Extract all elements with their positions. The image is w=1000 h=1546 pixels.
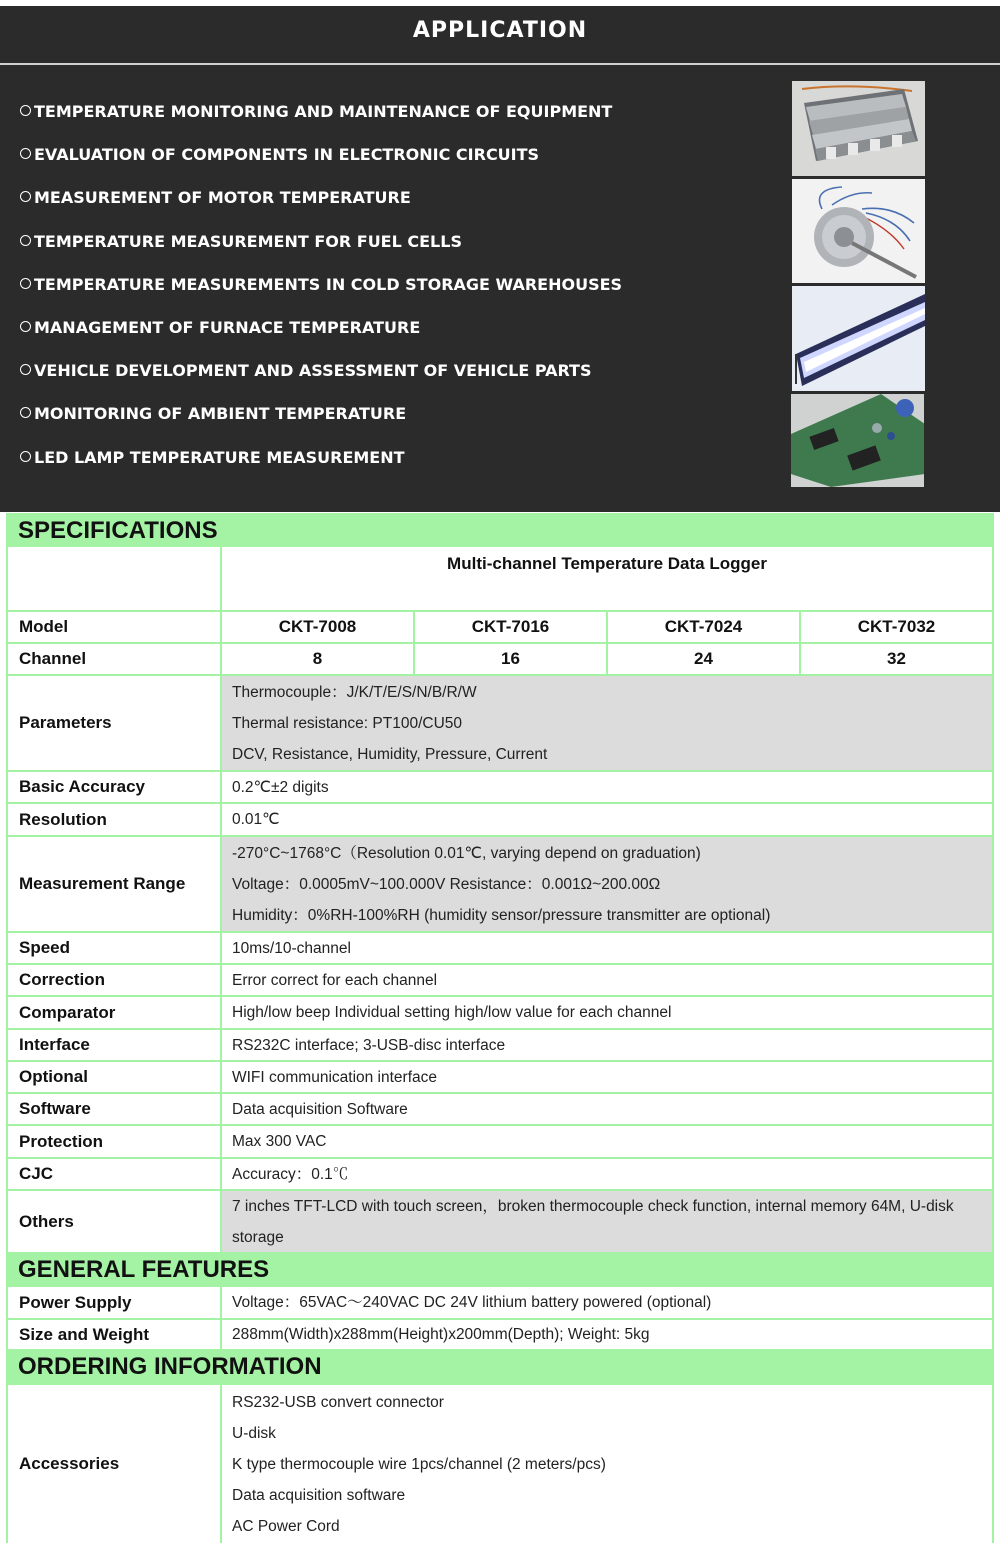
section-heading: GENERAL FEATURES (6, 1252, 994, 1285)
spec-value-line: Max 300 VAC (232, 1133, 327, 1150)
application-item-text: VEHICLE DEVELOPMENT AND ASSESSMENT OF VEHICLE PARTS (34, 361, 592, 381)
blank-label-cell (8, 547, 220, 610)
application-item (20, 314, 760, 357)
circle-bullet-icon (20, 364, 31, 375)
spec-value-line: Voltage：65VAC～240VAC DC 24V lithium battery powered (optional) (232, 1294, 712, 1311)
spec-value-line: Data acquisition software (232, 1486, 406, 1504)
spec-value-line: K type thermocouple wire 1pcs/channel (2 meters/pcs) (232, 1455, 606, 1473)
application-title: APPLICATION (412, 18, 588, 43)
model-cell: CKT-7008 (222, 612, 413, 642)
spec-label: Speed (8, 933, 220, 963)
spec-label: Others (8, 1191, 220, 1252)
spec-value (222, 1385, 992, 1543)
circle-bullet-icon (20, 451, 31, 462)
section-heading: ORDERING INFORMATION (6, 1349, 994, 1383)
application-item-text: LED LAMP TEMPERATURE MEASUREMENT (34, 447, 405, 467)
model-label: Model (8, 612, 220, 642)
application-section (0, 0, 1000, 512)
model-cell: CKT-7024 (608, 612, 799, 642)
spec-value (222, 933, 992, 963)
spec-row (6, 1060, 994, 1092)
title-divider (0, 63, 1000, 65)
spec-value (222, 1126, 992, 1157)
spec-value-line: Data acquisition Software (232, 1100, 408, 1118)
circle-bullet-icon (20, 278, 31, 289)
application-item (20, 400, 760, 443)
application-item-text: MONITORING OF AMBIENT TEMPERATURE (34, 404, 407, 424)
application-item (20, 141, 760, 184)
spec-value (222, 1159, 992, 1189)
spec-value-line: Voltage：0.0005mV~100.000V Resistance：0.001Ω~200.00Ω (232, 875, 661, 893)
spec-row (6, 1124, 994, 1157)
spec-value (222, 1030, 992, 1060)
spec-value-line: High/low beep Individual setting high/low value for each channel (232, 1004, 672, 1021)
circuit-board-photo (791, 394, 924, 487)
spec-value (222, 1191, 992, 1252)
spec-label: Basic Accuracy (8, 772, 220, 802)
model-row (6, 610, 994, 642)
spec-value-line: 0.01℃ (232, 811, 280, 828)
spec-row (6, 1383, 994, 1543)
application-item (20, 98, 760, 141)
application-item-text: TEMPERATURE MONITORING AND MAINTENANCE OF EQUIPMENT (34, 102, 613, 121)
spec-value-line: AC Power Cord (232, 1517, 340, 1535)
model-cell: CKT-7016 (415, 612, 606, 642)
spec-label: Power Supply (8, 1287, 220, 1318)
spec-value-line: Humidity：0%RH-100%RH (humidity sensor/pressure transmitter are optional) (232, 906, 771, 924)
circle-bullet-icon (20, 407, 31, 418)
spec-label: Accessories (8, 1385, 220, 1543)
application-item-text: MANAGEMENT OF FURNACE TEMPERATURE (34, 317, 421, 337)
spec-value-line: storage (232, 1228, 284, 1246)
spec-row (6, 931, 994, 963)
spec-label: Comparator (8, 997, 220, 1028)
spec-value (222, 1094, 992, 1124)
spec-value (222, 1287, 992, 1318)
application-item-text: MEASUREMENT OF MOTOR TEMPERATURE (34, 188, 411, 208)
channel-cell: 8 (222, 644, 413, 674)
spec-value-line: RS232-USB convert connector (232, 1393, 444, 1411)
channel-row (6, 642, 994, 674)
spec-row (6, 1092, 994, 1124)
application-item (20, 184, 760, 227)
circle-bullet-icon (20, 235, 31, 246)
electric-motor-photo (792, 179, 925, 283)
spec-value-line: WIFI communication interface (232, 1068, 438, 1086)
spec-label: Size and Weight (8, 1320, 220, 1349)
spec-value-line: Thermal resistance: PT100/CU50 (232, 714, 463, 732)
spec-label: CJC (8, 1159, 220, 1189)
spec-value (222, 997, 992, 1028)
spec-value (222, 1062, 992, 1092)
spec-label: Software (8, 1094, 220, 1124)
application-item (20, 271, 760, 314)
spec-row (6, 1189, 994, 1252)
application-item-text: TEMPERATURE MEASUREMENTS IN COLD STORAGE WAREHOUSES (34, 274, 623, 294)
channel-cell: 32 (801, 644, 992, 674)
application-item (20, 444, 760, 487)
spec-label: Interface (8, 1030, 220, 1060)
circle-bullet-icon (20, 148, 31, 159)
spec-label: Protection (8, 1126, 220, 1157)
specifications-table (6, 513, 994, 1543)
circle-bullet-icon (20, 191, 31, 202)
spec-label: Optional (8, 1062, 220, 1092)
application-item-text: EVALUATION OF COMPONENTS IN ELECTRONIC CIRCUITS (34, 145, 540, 165)
application-list (20, 98, 760, 487)
circle-bullet-icon (20, 105, 31, 116)
spec-row (6, 802, 994, 835)
channel-label: Channel (8, 644, 220, 674)
product-title: Multi-channel Temperature Data Logger (222, 547, 992, 610)
spec-value (222, 837, 992, 931)
spec-row (6, 835, 994, 931)
spec-row (6, 1318, 994, 1349)
spec-value-line: Error correct for each channel (232, 971, 438, 989)
spec-row (6, 1157, 994, 1189)
spec-value (222, 772, 992, 802)
spec-value-line: 10ms/10-channel (232, 939, 351, 957)
spec-value-line: RS232C interface; 3-USB-disc interface (232, 1036, 506, 1054)
top-border (0, 0, 1000, 6)
spec-row (6, 1028, 994, 1060)
spec-value-line: Thermocouple：J/K/T/E/S/N/B/R/W (232, 683, 477, 701)
channel-cell: 24 (608, 644, 799, 674)
spec-value-line: 288mm(Width)x288mm(Height)x200mm(Depth); Weight: 5kg (232, 1326, 650, 1343)
spec-row (6, 995, 994, 1028)
spec-value (222, 804, 992, 835)
application-item-text: TEMPERATURE MEASUREMENT FOR FUEL CELLS (34, 231, 462, 251)
spec-value-line: Accuracy：0.1℃ (232, 1165, 349, 1183)
channel-cell: 16 (415, 644, 606, 674)
spec-label: Resolution (8, 804, 220, 835)
spec-label: Correction (8, 965, 220, 995)
spec-row (6, 674, 994, 770)
model-cell: CKT-7032 (801, 612, 992, 642)
spec-value (222, 1320, 992, 1349)
spec-label: Measurement Range (8, 837, 220, 931)
spec-row (6, 1285, 994, 1318)
spec-value-line: 7 inches TFT-LCD with touch screen，broken thermocouple check function, internal memory 64M, U-disk (232, 1197, 954, 1215)
circle-bullet-icon (20, 321, 31, 332)
spec-value (222, 676, 992, 770)
spec-value-line: -270°C~1768°C（Resolution 0.01℃, varying depend on graduation) (232, 844, 701, 862)
led-lamp-photo (792, 286, 925, 391)
specifications-heading: SPECIFICATIONS (6, 513, 994, 547)
product-title-row (6, 547, 994, 610)
application-item (20, 357, 760, 400)
heatsink-module-photo (792, 81, 925, 176)
spec-value-line: DCV, Resistance, Humidity, Pressure, Current (232, 745, 548, 763)
application-item (20, 228, 760, 271)
spec-label: Parameters (8, 676, 220, 770)
spec-row (6, 963, 994, 995)
spec-row (6, 770, 994, 802)
spec-value-line: 0.2℃±2 digits (232, 778, 329, 796)
spec-value (222, 965, 992, 995)
spec-value-line: U-disk (232, 1424, 276, 1442)
